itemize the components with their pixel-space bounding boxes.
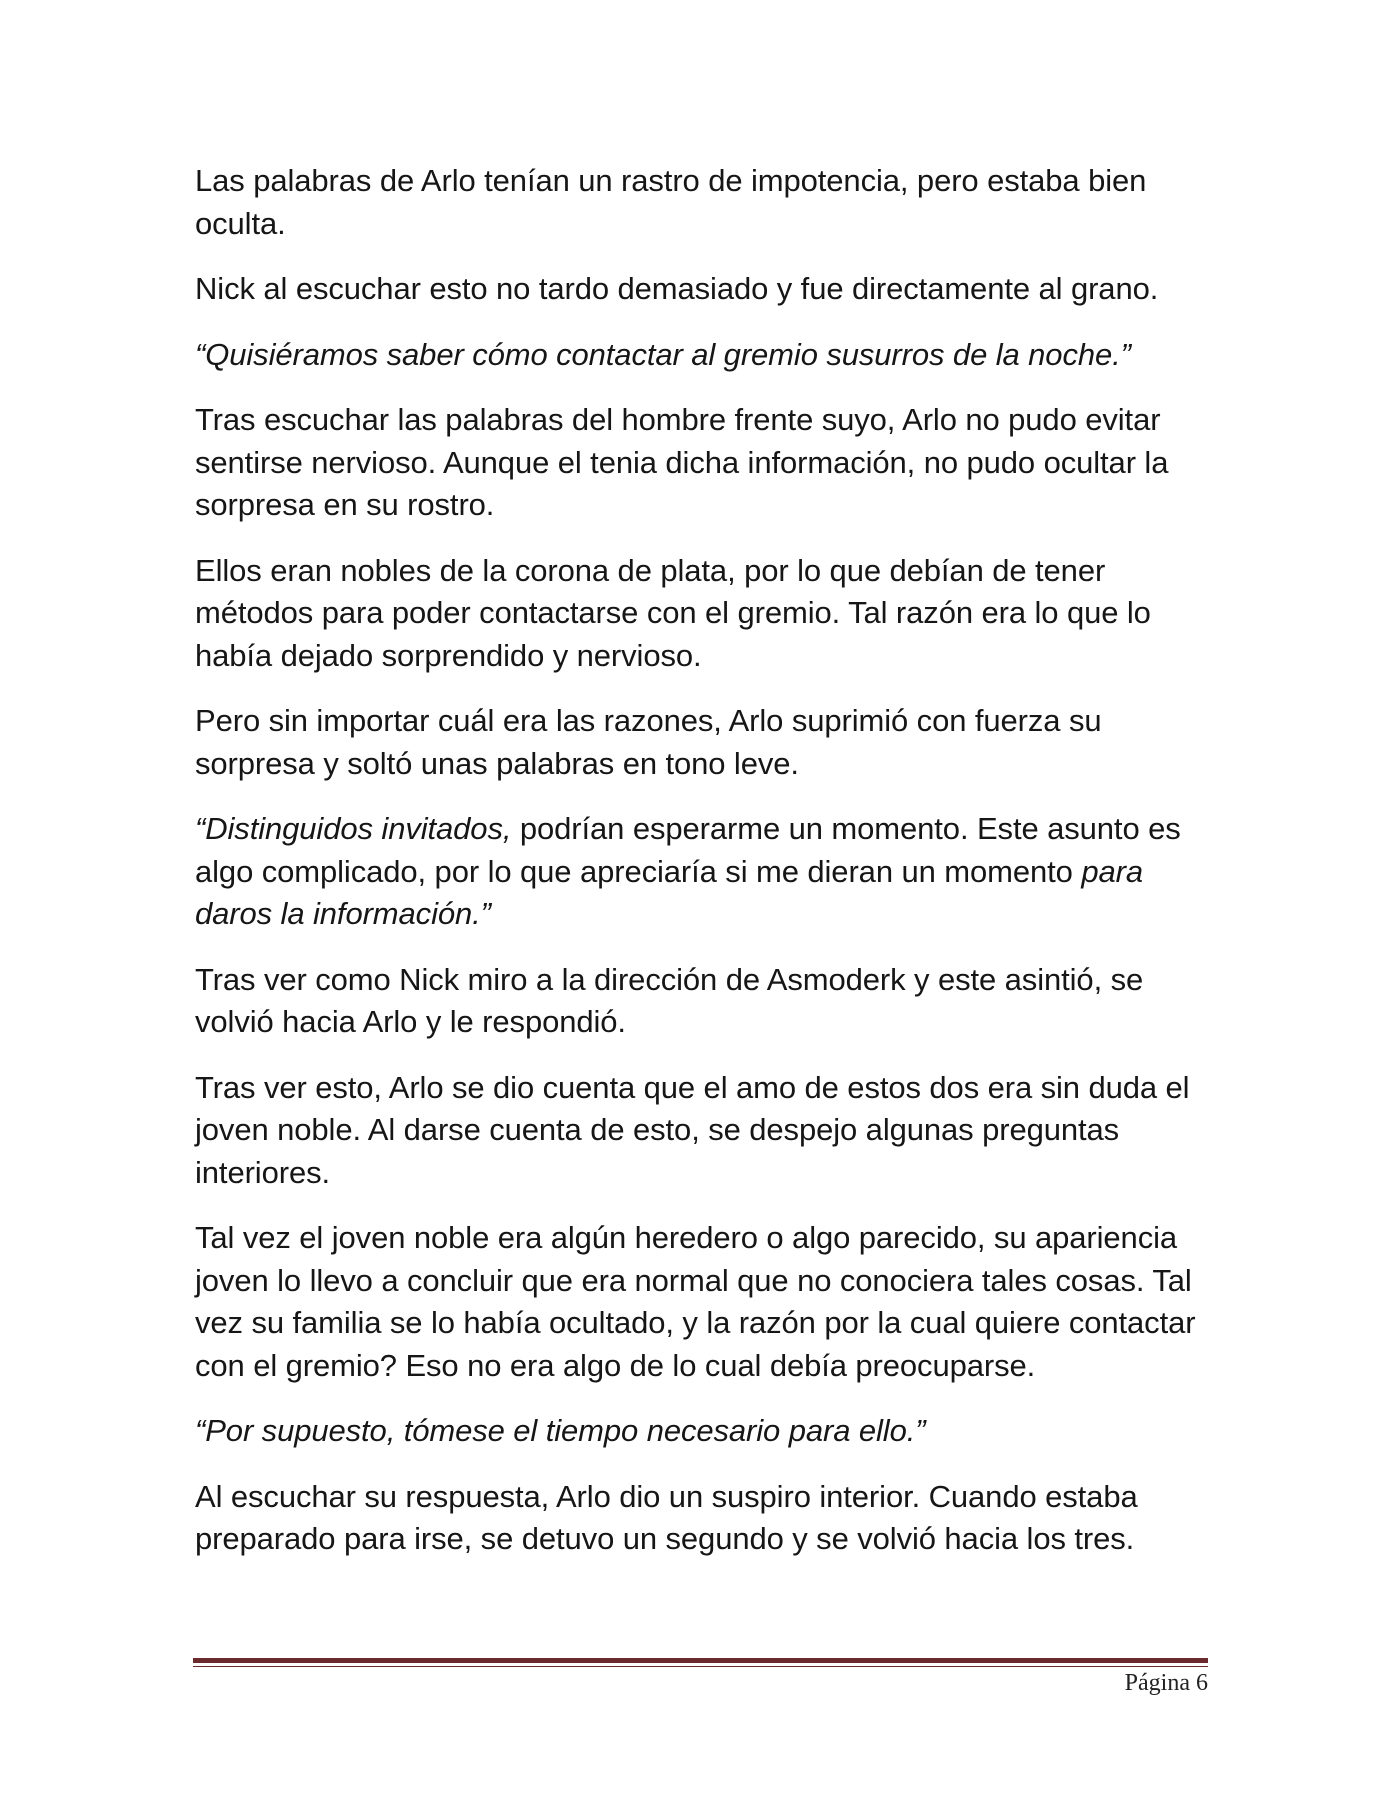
paragraph bbox=[195, 808, 1210, 936]
italic-text-segment: “Por supuesto, tómese el tiempo necesario para ello.” bbox=[195, 1413, 926, 1448]
paragraph bbox=[195, 334, 1210, 377]
page-number: Página 6 bbox=[1124, 1670, 1208, 1696]
text-segment: Nick al escuchar esto no tardo demasiado y fue directamente al grano. bbox=[195, 271, 1159, 306]
italic-text-segment: “Quisiéramos saber cómo contactar al gremio susurros de la noche.” bbox=[195, 336, 1131, 372]
text-segment: Tras ver esto, Arlo se dio cuenta que el amo de estos dos era sin duda el joven noble. Al darse cuenta de esto, se despejo algunas preguntas interiores. bbox=[195, 1069, 1190, 1190]
paragraph bbox=[195, 1410, 1210, 1453]
body-text bbox=[195, 160, 1210, 1584]
paragraph bbox=[195, 550, 1210, 678]
text-segment: Ellos eran nobles de la corona de plata, por lo que debían de tener métodos para poder contactarse con el gremio. Tal razón era lo que lo había dejado sorprendido y nervioso. bbox=[195, 552, 1151, 673]
footer-rule-thick bbox=[193, 1658, 1208, 1663]
text-segment: Tras escuchar las palabras del hombre frente suyo, Arlo no pudo evitar sentirse nervioso. Aunque el tenia dicha información, no pudo ocultar la sorpresa en su rostro. bbox=[195, 402, 1169, 522]
italic-text-segment: “Distinguidos invitados, bbox=[195, 811, 512, 846]
footer-rule-thin bbox=[193, 1666, 1208, 1667]
paragraph bbox=[195, 959, 1210, 1044]
italic-text-segment: para daros la información.” bbox=[195, 853, 1143, 931]
text-segment: Tras ver como Nick miro a la dirección de Asmoderk y este asintió, se volvió hacia Arlo y le respondió. bbox=[195, 961, 1144, 1039]
paragraph bbox=[195, 1476, 1210, 1561]
text-segment: Las palabras de Arlo tenían un rastro de impotencia, pero estaba bien oculta. bbox=[195, 163, 1147, 241]
text-segment: Tal vez el joven noble era algún heredero o algo parecido, su apariencia joven lo llevo a concluir que era normal que no conociera tales cosas. Tal vez su familia se lo había ocultado, y la razón por la cual quiere contactar con el gremio? Eso no era algo de lo cual debía preocuparse. bbox=[195, 1220, 1196, 1383]
text-segment: podrían esperarme un momento. Este asunto es algo complicado, por lo que apreciaría si me dieran un momento bbox=[195, 811, 1181, 889]
paragraph bbox=[195, 160, 1210, 245]
paragraph bbox=[195, 700, 1210, 785]
paragraph bbox=[195, 399, 1210, 527]
text-segment: Al escuchar su respuesta, Arlo dio un suspiro interior. Cuando estaba preparado para irse, se detuvo un segundo y se volvió hacia los tres. bbox=[195, 1478, 1138, 1556]
footer-rule bbox=[193, 1658, 1208, 1667]
paragraph bbox=[195, 268, 1210, 311]
paragraph bbox=[195, 1217, 1210, 1387]
paragraph bbox=[195, 1067, 1210, 1195]
text-segment: Pero sin importar cuál era las razones, Arlo suprimió con fuerza su sorpresa y soltó unas palabras en tono leve. bbox=[195, 703, 1102, 781]
